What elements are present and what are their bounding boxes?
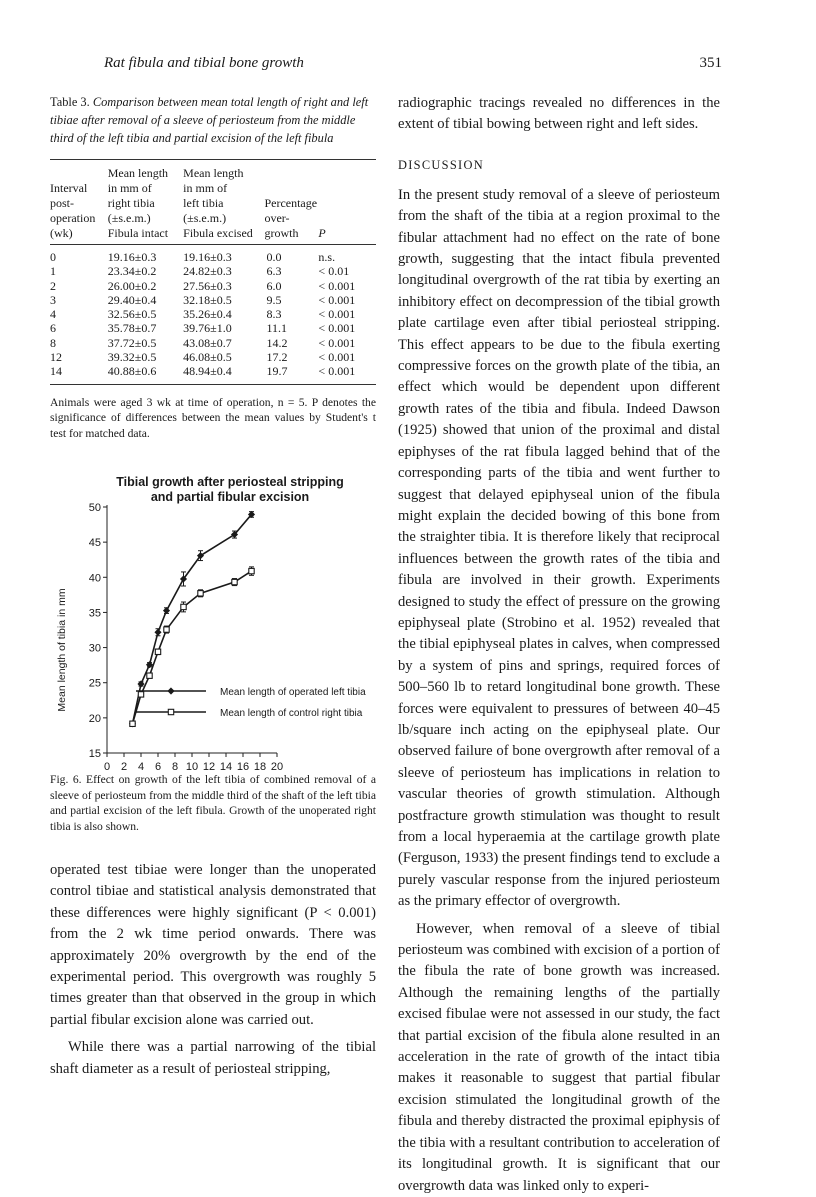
left-column bbox=[50, 93, 376, 441]
cell-percentage: 14.2 bbox=[266, 335, 288, 350]
x-tick-label: 2 bbox=[120, 761, 128, 770]
cell-left-length: 27.56±0.3 bbox=[183, 278, 232, 293]
x-tick-label: 20 bbox=[270, 761, 284, 770]
chart-title: and partial fibular excision bbox=[150, 490, 310, 504]
section-heading-discussion: DISCUSSION bbox=[398, 157, 484, 172]
header-p: P bbox=[318, 226, 326, 240]
x-tick-label: 12 bbox=[202, 761, 216, 770]
cell-interval: 14 bbox=[50, 364, 62, 379]
page-number: 351 bbox=[699, 55, 722, 71]
x-tick-label: 14 bbox=[219, 761, 233, 770]
cell-p-value: < 0.01 bbox=[318, 264, 350, 279]
y-tick-label: 30 bbox=[88, 642, 101, 655]
cell-left-length: 43.08±0.7 bbox=[183, 335, 232, 350]
header-right-tibia: Mean length in mm of right tibia (±s.e.m.) Fibula intact bbox=[107, 166, 169, 240]
y-tick-label: 25 bbox=[88, 677, 101, 690]
data-table bbox=[50, 166, 376, 379]
data-point-square bbox=[147, 673, 152, 678]
x-tick-label: 4 bbox=[137, 761, 145, 770]
cell-interval: 6 bbox=[50, 321, 56, 336]
legend-label: Mean length of operated left tibia bbox=[220, 687, 366, 698]
cell-interval: 1 bbox=[50, 264, 56, 279]
running-head bbox=[92, 55, 722, 77]
cell-percentage: 17.2 bbox=[266, 350, 288, 365]
cell-interval: 8 bbox=[50, 335, 56, 350]
data-point-diamond bbox=[155, 629, 161, 635]
cell-percentage: 6.0 bbox=[266, 278, 282, 293]
table-row bbox=[50, 293, 376, 307]
header-left-tibia: Mean length in mm of left tibia (±s.e.m.) Fibula excised bbox=[183, 166, 253, 240]
table-row bbox=[50, 336, 376, 350]
cell-interval: 2 bbox=[50, 278, 56, 293]
cell-right-length: 35.78±0.7 bbox=[107, 321, 157, 336]
data-point-square bbox=[249, 568, 254, 573]
legend-marker-square bbox=[168, 709, 173, 714]
cell-left-length: 48.94±0.4 bbox=[183, 364, 232, 379]
x-tick-label: 6 bbox=[154, 761, 162, 770]
right-column bbox=[398, 93, 720, 1197]
data-point-square bbox=[138, 692, 143, 697]
cell-p-value: n.s. bbox=[318, 250, 336, 264]
data-point-square bbox=[181, 604, 186, 609]
y-tick-label: 45 bbox=[88, 537, 101, 550]
cell-percentage: 0.0 bbox=[266, 250, 282, 264]
cell-percentage: 6.3 bbox=[266, 264, 282, 279]
data-point-square bbox=[155, 649, 160, 654]
legend-marker-diamond bbox=[168, 688, 174, 694]
x-tick-label: 16 bbox=[236, 761, 250, 770]
data-point-diamond bbox=[164, 608, 170, 614]
cell-right-length: 40.88±0.6 bbox=[107, 364, 157, 379]
cell-interval: 0 bbox=[50, 250, 56, 264]
cell-percentage: 9.5 bbox=[266, 292, 282, 307]
cell-left-length: 19.16±0.3 bbox=[183, 250, 232, 264]
cell-left-length: 24.82±0.3 bbox=[183, 264, 232, 279]
cell-p-value: < 0.001 bbox=[318, 321, 356, 336]
cell-left-length: 35.26±0.4 bbox=[183, 307, 232, 322]
x-tick-label: 0 bbox=[103, 761, 111, 770]
data-point-square bbox=[232, 579, 237, 584]
table-row bbox=[50, 364, 376, 378]
table-label: Table 3. bbox=[50, 95, 90, 109]
table-row bbox=[50, 250, 376, 264]
x-tick-label: 8 bbox=[171, 761, 179, 770]
cell-percentage: 11.1 bbox=[266, 321, 288, 336]
cell-p-value: < 0.001 bbox=[318, 292, 356, 307]
table-body bbox=[50, 250, 376, 379]
table-caption-text: Comparison between mean total length of right and left tibiae after removal of a sleeve of periosteum from the middle third of the left tibia and partial excision of the left fibula bbox=[50, 95, 369, 145]
header-interval: Interval post- operation (wk) bbox=[50, 181, 96, 240]
series-line-control-right bbox=[133, 571, 252, 724]
left-paragraph: operated test tibiae were longer than the unoperated control tibiae and statistical analysis demonstrated that these differences were highly significant (P < 0.001) from the 2 wk time period onwards. There was approximately 20% overgrowth by the end of the experimental period. This overgrowth was roughly 5 times greater than that observed in the group in which partial fibular excision alone was carried out. bbox=[50, 862, 376, 1028]
cell-right-length: 23.34±0.2 bbox=[107, 264, 157, 279]
cell-interval: 4 bbox=[50, 307, 56, 322]
y-tick-label: 15 bbox=[88, 748, 101, 760]
table-top-rule bbox=[50, 159, 376, 160]
table-caption bbox=[50, 93, 376, 147]
cell-right-length: 32.56±0.5 bbox=[107, 307, 157, 322]
cell-right-length: 29.40±0.4 bbox=[107, 292, 157, 307]
left-paragraph: While there was a partial narrowing of the tibial shaft diameter as a result of periosteal stripping, bbox=[50, 1039, 376, 1077]
table-row bbox=[50, 307, 376, 321]
cell-right-length: 19.16±0.3 bbox=[107, 250, 157, 264]
cell-left-length: 46.08±0.5 bbox=[183, 350, 232, 365]
y-tick-label: 40 bbox=[88, 572, 101, 585]
cell-percentage: 8.3 bbox=[266, 307, 282, 322]
table-note: Animals were aged 3 wk at time of operation, n = 5. P denotes the significance of differences between the mean values by Student's t test for matched data. bbox=[50, 395, 376, 440]
figure-6-chart bbox=[50, 470, 376, 770]
cell-p-value: < 0.001 bbox=[318, 307, 356, 322]
discussion-paragraph: However, when removal of a sleeve of tibial periosteum was combined with excision of a portion of the fibula the rate of bone growth was increased. Although the remaining lengths of the partially excised fibulae were not assessed in our study, the fact that partial excision of the fibula alone resulted in an acceleration in the rate of growth of the intact tibia makes it reasonable to suggest that partial fibular excision stimulated the longitudinal growth of the fibula and thereby distracted the proximal epiphysis of the tibia with a resultant contribution to acceleration of its longitudinal growth. It is significant that our overgrowth data was linked only to experi- bbox=[398, 920, 720, 1194]
cell-interval: 3 bbox=[50, 292, 56, 307]
x-tick-label: 10 bbox=[185, 761, 199, 770]
data-point-square bbox=[198, 591, 203, 596]
header-percentage: Percentage over- growth bbox=[264, 196, 318, 240]
table-row bbox=[50, 279, 376, 293]
y-axis-label: Mean length of tibia in mm bbox=[56, 588, 68, 712]
table-header-rule bbox=[50, 244, 376, 245]
left-body-text bbox=[50, 860, 376, 1080]
chart-svg bbox=[50, 470, 376, 770]
cell-percentage: 19.7 bbox=[266, 364, 288, 379]
table-row bbox=[50, 264, 376, 278]
y-tick-label: 20 bbox=[88, 712, 101, 725]
y-tick-label: 50 bbox=[88, 502, 101, 514]
table-row bbox=[50, 350, 376, 364]
right-intro-paragraph: radiographic tracings revealed no differences in the extent of tibial bowing between right and left sides. bbox=[398, 95, 720, 133]
legend-label: Mean length of control right tibia bbox=[220, 708, 363, 719]
running-head-title: Rat fibula and tibial bone growth bbox=[104, 55, 304, 71]
y-tick-label: 35 bbox=[88, 607, 101, 620]
cell-right-length: 37.72±0.5 bbox=[107, 335, 157, 350]
table-row bbox=[50, 321, 376, 335]
cell-left-length: 39.76±1.0 bbox=[183, 321, 232, 336]
discussion-paragraph: In the present study removal of a sleeve of periosteum from the shaft of the tibia at a region proximal to the fibular attachment had no effect on the rate of bone growth, suggesting that the intact fibula prevented longitudinal overgrowth of the rat tibia by exerting an inhibitory effect on decompression of the tibial growth plate cartilage even after tibial periosteal stripping. This effect appears to be due to the fibula exerting compressive forces on the growth plate of the tibia, an effect which would be dependent upon different growth rates of the tibia and fibula. Indeed Dawson (1925) showed that union of the proximal and distal epiphyses of the rat fibula lagged behind that of the corresponding parts of the tibia and went further to suggest that delayed epiphyseal union of the fibula might explain the decided bowing of this bone from the straighter tibia. It is therefore likely that reciprocal influences between the growth rates of the tibia and fibula are involved in their growth. Experiments designed to study the effect of pressure on the growing epiphyseal plate (Strobino et al. 1952) revealed that the tibial epiphyseal plates in calves, when compressed by a system of pins and springs, required forces of 500–560 lb to retard longitudinal bone growth. These forces were equivalent to pressures of between 40–45 lb/square inch acting on the epiphyseal plate. Our observed failure of bone overgrowth after removal of a sleeve of periosteum has implications in relation to vascular theories of growth stimulation. Although postfracture growth stimulation was thought to result from a local hyperaemia at the cartilage growth plate (Ferguson, 1933) the present findings tend to exclude a purely vascular response from the injured periosteum as the primary effector of overgrowth. bbox=[398, 186, 720, 910]
x-tick-label: 18 bbox=[253, 761, 267, 770]
table-bottom-rule bbox=[50, 384, 376, 385]
data-point-square bbox=[130, 721, 135, 726]
figure-caption: Fig. 6. Effect on growth of the left tibia of combined removal of a sleeve of periosteum from the middle third of the shaft of the left tibia and partial excision of the left fibula. Growth of the unoperated right tibia is also shown. bbox=[50, 773, 376, 833]
cell-p-value: < 0.001 bbox=[318, 350, 356, 365]
cell-p-value: < 0.001 bbox=[318, 278, 356, 293]
data-point-square bbox=[164, 627, 169, 632]
cell-left-length: 32.18±0.5 bbox=[183, 292, 232, 307]
cell-p-value: < 0.001 bbox=[318, 335, 356, 350]
chart-title: Tibial growth after periosteal stripping bbox=[116, 475, 344, 489]
cell-right-length: 39.32±0.5 bbox=[107, 350, 157, 365]
cell-interval: 12 bbox=[50, 350, 62, 365]
cell-right-length: 26.00±0.2 bbox=[107, 278, 157, 293]
cell-p-value: < 0.001 bbox=[318, 364, 356, 379]
